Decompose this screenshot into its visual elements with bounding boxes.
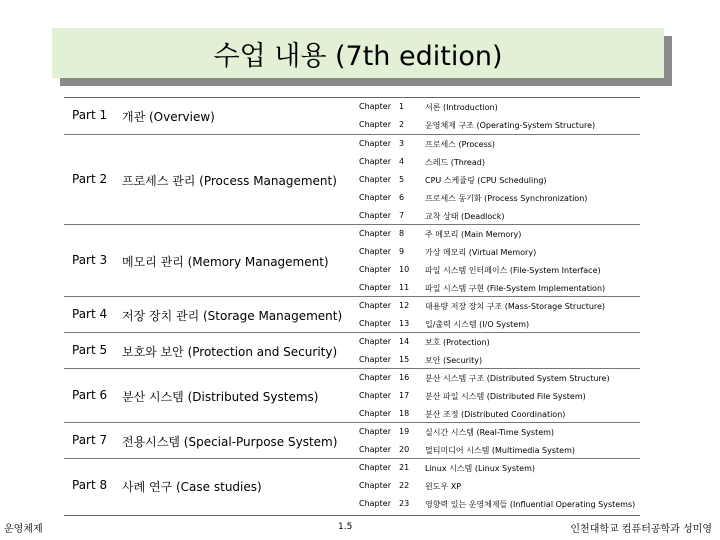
chapter-title: CPU 스케쥴링 (CPU Scheduling): [425, 176, 547, 185]
chapter-num: 22: [399, 481, 410, 490]
chapter-title: 분산 조정 (Distributed Coordination): [425, 410, 566, 419]
chapter-number: [359, 120, 423, 129]
chapter-number: [359, 283, 423, 292]
chapter-num: 6: [399, 193, 405, 202]
part-title: 분산 시스템 (Distributed Systems): [122, 390, 319, 404]
chapter-number: [359, 319, 423, 328]
part-row: [64, 422, 640, 459]
chapter-num: 19: [399, 427, 410, 436]
chapter-label: Chapter: [359, 499, 391, 508]
chapter-label: Chapter: [359, 355, 391, 364]
chapter-number: [359, 175, 423, 184]
chapter-num: 5: [399, 175, 405, 184]
chapter-num: 11: [399, 283, 410, 292]
part-row: [64, 296, 640, 333]
chapter-title: 대용량 저장 장치 구조 (Mass-Storage Structure): [425, 302, 606, 311]
chapter-label: Chapter: [359, 229, 391, 238]
chapter-title: 파일 시스템 인터페이스 (File-System Interface): [425, 266, 601, 275]
chapter-title: 프로세스 (Process): [425, 140, 496, 149]
chapter-label: Chapter: [359, 193, 391, 202]
chapter-number: [359, 193, 423, 202]
chapter-num: 12: [399, 301, 410, 310]
chapter-num: 1: [399, 102, 405, 111]
chapter-title: 멀티미디어 시스템 (Multimedia System): [425, 446, 575, 455]
part-title: 저장 장치 관리 (Storage Management): [122, 309, 343, 323]
footer-page-number: 1.5: [338, 522, 353, 532]
chapter-label: Chapter: [359, 211, 391, 220]
chapter-number: [359, 337, 423, 346]
chapter-number: [359, 211, 423, 220]
chapter-label: Chapter: [359, 247, 391, 256]
chapter-label: Chapter: [359, 427, 391, 436]
chapter-number: [359, 445, 423, 454]
chapter-num: 17: [399, 391, 410, 400]
part-title: 프로세스 관리 (Process Management): [122, 174, 337, 188]
chapter-label: Chapter: [359, 319, 391, 328]
chapter-label: Chapter: [359, 120, 391, 129]
chapter-title: 분산 시스템 구조 (Distributed System Structure): [425, 374, 610, 383]
part-title: 개관 (Overview): [122, 110, 215, 124]
chapter-title: 교착 상태 (Deadlock): [425, 212, 505, 221]
chapter-title: Linux 시스템 (Linux System): [425, 464, 535, 473]
chapter-num: 16: [399, 373, 410, 382]
chapter-num: 10: [399, 265, 410, 274]
chapter-num: 20: [399, 445, 410, 454]
part-label: Part 7: [72, 433, 108, 447]
chapter-title: 윈도우 XP: [425, 482, 462, 491]
chapter-title: 입/출력 시스템 (I/O System): [425, 320, 530, 329]
chapter-num: 3: [399, 139, 405, 148]
chapter-number: [359, 229, 423, 238]
chapter-title: 보호 (Protection): [425, 338, 490, 347]
part-row: [64, 368, 640, 423]
part-row: [64, 98, 640, 134]
page-title-text: 수업 내용 (7th edition): [213, 40, 503, 72]
chapter-title: 영향력 있는 운영체제들 (Influential Operating Systems): [425, 500, 636, 509]
chapter-number: [359, 391, 423, 400]
chapter-num: 9: [399, 247, 405, 256]
chapter-title: 서론 (Introduction): [425, 103, 498, 112]
part-label: Part 2: [72, 172, 108, 186]
chapter-number: [359, 247, 423, 256]
part-label: Part 6: [72, 388, 108, 402]
footer-author: 인천대학교 컴퓨터공학과 성미영: [570, 524, 712, 535]
part-title: 메모리 관리 (Memory Management): [122, 255, 329, 269]
chapter-number: [359, 373, 423, 382]
part-label: Part 5: [72, 343, 108, 357]
part-label: Part 8: [72, 478, 108, 492]
part-title: 보호와 보안 (Protection and Security): [122, 345, 338, 359]
chapter-number: [359, 265, 423, 274]
part-label: Part 4: [72, 307, 108, 321]
chapter-num: 2: [399, 120, 405, 129]
chapter-title: 주 메모리 (Main Memory): [425, 230, 522, 239]
chapter-title: 스레드 (Thread): [425, 158, 485, 167]
chapter-num: 8: [399, 229, 405, 238]
chapter-num: 15: [399, 355, 410, 364]
part-row: [64, 224, 640, 297]
chapter-label: Chapter: [359, 463, 391, 472]
chapter-number: [359, 355, 423, 364]
chapter-label: Chapter: [359, 265, 391, 274]
chapter-num: 21: [399, 463, 410, 472]
chapter-number: [359, 102, 423, 111]
chapter-title: 가상 메모리 (Virtual Memory): [425, 248, 537, 257]
chapter-num: 4: [399, 157, 405, 166]
course-contents-table: [64, 97, 640, 516]
chapter-label: Chapter: [359, 102, 391, 111]
chapter-label: Chapter: [359, 157, 391, 166]
chapter-label: Chapter: [359, 481, 391, 490]
chapter-number: [359, 427, 423, 436]
chapter-label: Chapter: [359, 283, 391, 292]
part-label: Part 1: [72, 108, 108, 122]
part-row: [64, 134, 640, 225]
part-label: Part 3: [72, 253, 108, 267]
part-row: [64, 458, 640, 513]
footer-course: 운영체제: [4, 524, 43, 535]
chapter-label: Chapter: [359, 445, 391, 454]
chapter-label: Chapter: [359, 409, 391, 418]
chapter-label: Chapter: [359, 139, 391, 148]
chapter-title: 운영체제 구조 (Operating-System Structure): [425, 121, 596, 130]
page-title: [52, 28, 664, 78]
chapter-num: 7: [399, 211, 405, 220]
chapter-number: [359, 463, 423, 472]
part-row: [64, 332, 640, 369]
chapter-title: 파일 시스템 구현 (File-System Implementation): [425, 284, 606, 293]
chapter-num: 18: [399, 409, 410, 418]
chapter-title: 보안 (Security): [425, 356, 483, 365]
chapter-num: 13: [399, 319, 410, 328]
chapter-label: Chapter: [359, 175, 391, 184]
chapter-label: Chapter: [359, 391, 391, 400]
chapter-number: [359, 157, 423, 166]
chapter-number: [359, 139, 423, 148]
chapter-title: 실시간 시스템 (Real-Time System): [425, 428, 555, 437]
chapter-title: 프로세스 동기화 (Process Synchronization): [425, 194, 588, 203]
chapter-num: 23: [399, 499, 410, 508]
chapter-title: 분산 파일 시스템 (Distributed File System): [425, 392, 586, 401]
chapter-label: Chapter: [359, 373, 391, 382]
chapter-number: [359, 301, 423, 310]
part-title: 전용시스템 (Special-Purpose System): [122, 435, 338, 449]
chapter-number: [359, 481, 423, 490]
chapter-label: Chapter: [359, 337, 391, 346]
chapter-num: 14: [399, 337, 410, 346]
chapter-number: [359, 409, 423, 418]
part-title: 사례 연구 (Case studies): [122, 480, 262, 494]
chapter-number: [359, 499, 423, 508]
chapter-label: Chapter: [359, 301, 391, 310]
